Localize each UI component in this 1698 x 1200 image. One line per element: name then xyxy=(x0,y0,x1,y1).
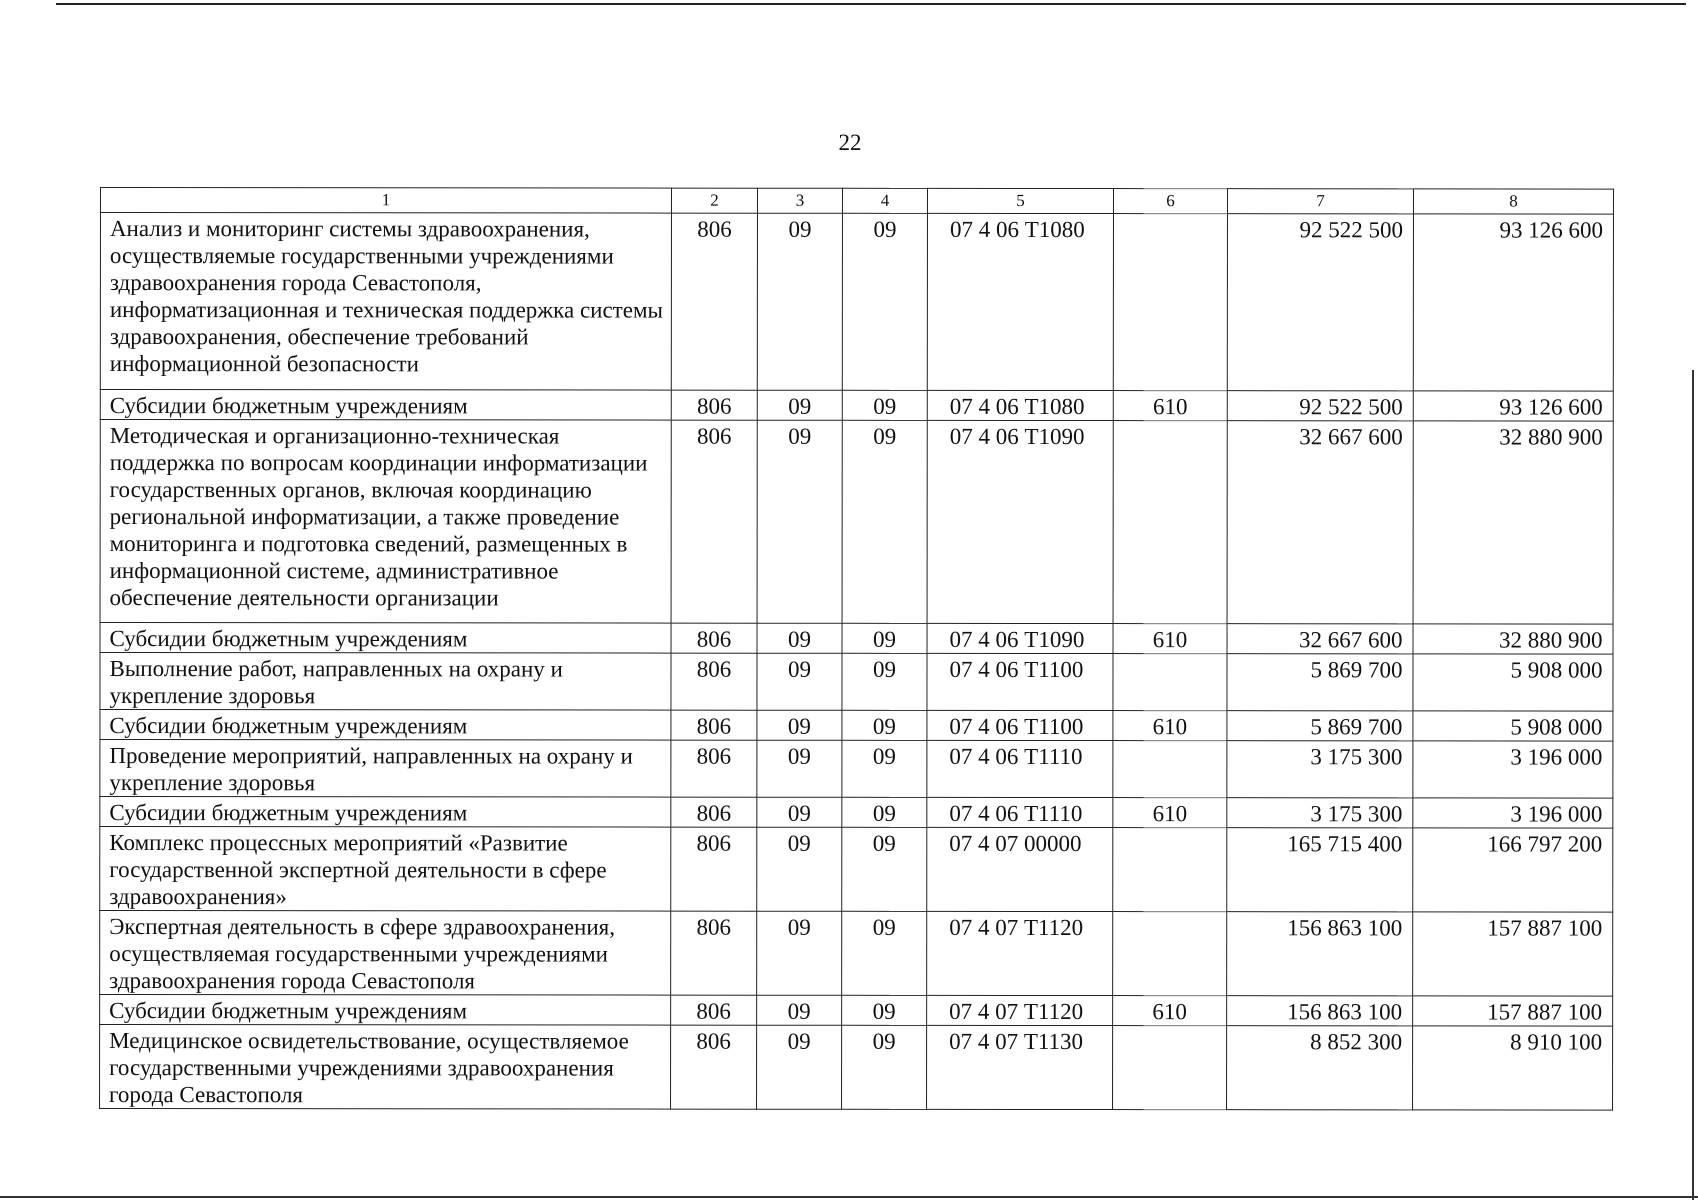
row-col-5-value: 07 4 06 Т1080 xyxy=(927,213,1113,390)
row-col-6-value: 610 xyxy=(1113,711,1227,741)
row-col-3-value: 09 xyxy=(757,213,842,390)
row-col-3-value: 09 xyxy=(757,827,842,911)
row-col-3-value: 09 xyxy=(757,420,842,623)
row-col-3-value: 09 xyxy=(757,1025,842,1109)
row-col-8-value: 32 880 900 xyxy=(1413,624,1613,654)
row-col-5-value: 07 4 07 Т1120 xyxy=(927,995,1113,1025)
row-col-7-value: 8 852 300 xyxy=(1227,1026,1413,1110)
row-col-7-value: 156 863 100 xyxy=(1227,912,1413,996)
row-col-2-value: 806 xyxy=(671,420,757,623)
bottom-edge-line xyxy=(0,1196,1698,1198)
row-description: Субсидии бюджетным учреждениям xyxy=(100,797,671,828)
row-col-8-value: 8 910 100 xyxy=(1413,1026,1613,1110)
row-description: Субсидии бюджетным учреждениям xyxy=(100,623,671,654)
row-col-6-value xyxy=(1113,654,1227,711)
row-description: Проведение мероприятий, направленных на охрану и укрепление здоровья xyxy=(100,740,671,798)
row-col-4-value: 09 xyxy=(842,653,927,710)
row-col-2-value: 806 xyxy=(671,213,757,390)
row-col-5-value: 07 4 06 Т1090 xyxy=(927,420,1113,623)
table-row xyxy=(100,1025,1613,1111)
row-col-4-value: 09 xyxy=(842,420,927,623)
table-body xyxy=(100,188,1614,1111)
row-col-4-value: 09 xyxy=(842,213,927,390)
row-col-7-value: 156 863 100 xyxy=(1227,996,1413,1026)
table-row xyxy=(100,623,1613,655)
header-col-5: 5 xyxy=(927,188,1113,213)
table-row xyxy=(100,995,1613,1027)
row-description: Комплекс процессных мероприятий «Развитие государственной экспертной деятельности в сфере здравоохранения» xyxy=(100,827,671,912)
header-col-3: 3 xyxy=(757,188,842,213)
row-col-7-value: 92 522 500 xyxy=(1227,391,1413,421)
row-col-8-value: 32 880 900 xyxy=(1413,421,1613,624)
row-description: Медицинское освидетельствование, осуществляемое государственными учреждениями здравоохранения города Севастополя xyxy=(100,1025,671,1110)
table-row xyxy=(100,911,1613,997)
row-col-8-value: 3 196 000 xyxy=(1413,741,1613,798)
row-col-5-value: 07 4 06 Т1110 xyxy=(927,797,1113,827)
row-col-4-value: 09 xyxy=(842,995,927,1025)
row-col-5-value: 07 4 06 Т1100 xyxy=(927,710,1113,740)
row-col-5-value: 07 4 06 Т1080 xyxy=(927,390,1113,420)
table-row xyxy=(100,653,1613,712)
row-description: Экспертная деятельность в сфере здравоохранения, осуществляемая государственными учреждениями здравоохранения города Севастополя xyxy=(100,911,671,996)
row-col-5-value: 07 4 07 00000 xyxy=(927,827,1113,911)
row-col-7-value: 5 869 700 xyxy=(1227,711,1413,741)
table-row xyxy=(100,710,1613,742)
row-col-4-value: 09 xyxy=(842,797,927,827)
row-col-8-value: 5 908 000 xyxy=(1413,711,1613,741)
header-col-1: 1 xyxy=(100,188,671,214)
row-description: Субсидии бюджетным учреждениям xyxy=(100,995,671,1026)
row-col-8-value: 93 126 600 xyxy=(1413,214,1613,391)
row-col-2-value: 806 xyxy=(671,827,757,911)
row-col-6-value xyxy=(1113,421,1227,624)
row-col-4-value: 09 xyxy=(842,710,927,740)
row-col-3-value: 09 xyxy=(757,623,842,653)
row-col-2-value: 806 xyxy=(671,710,757,740)
right-edge-line xyxy=(1692,370,1694,1200)
row-description: Выполнение работ, направленных на охрану и укрепление здоровья xyxy=(100,653,671,711)
row-col-2-value: 806 xyxy=(671,797,757,827)
row-col-6-value xyxy=(1113,741,1227,798)
row-col-8-value: 3 196 000 xyxy=(1413,798,1613,828)
row-col-3-value: 09 xyxy=(757,911,842,995)
row-col-7-value: 3 175 300 xyxy=(1227,798,1413,828)
row-col-6-value xyxy=(1113,1026,1227,1110)
row-col-4-value: 09 xyxy=(842,623,927,653)
header-col-8: 8 xyxy=(1413,189,1613,214)
table-row xyxy=(100,420,1613,625)
row-col-7-value: 92 522 500 xyxy=(1227,214,1413,391)
row-col-6-value: 610 xyxy=(1113,798,1227,828)
table-header-row xyxy=(100,188,1613,215)
row-col-2-value: 806 xyxy=(671,911,757,995)
row-col-5-value: 07 4 06 Т1090 xyxy=(927,623,1113,653)
row-col-2-value: 806 xyxy=(671,995,757,1025)
row-col-7-value: 32 667 600 xyxy=(1227,421,1413,624)
row-col-6-value: 610 xyxy=(1113,391,1227,421)
row-col-3-value: 09 xyxy=(757,797,842,827)
row-col-5-value: 07 4 07 Т1130 xyxy=(927,1025,1113,1109)
row-col-4-value: 09 xyxy=(842,740,927,797)
row-col-3-value: 09 xyxy=(757,710,842,740)
table-row xyxy=(100,797,1613,829)
page-number: 22 xyxy=(838,130,862,155)
header-col-6: 6 xyxy=(1113,189,1227,214)
row-col-2-value: 806 xyxy=(671,623,757,653)
header-col-2: 2 xyxy=(671,188,757,213)
header-col-4: 4 xyxy=(842,188,927,213)
row-description: Субсидии бюджетным учреждениям xyxy=(100,390,671,421)
row-description: Анализ и мониторинг системы здравоохранения, осуществляемые государственными учреждениями здравоохранения города Севастополя, информатизационная и техническая поддержка системы здравоохранения, обеспечение требований информационной безопасности xyxy=(100,213,671,391)
row-col-8-value: 157 887 100 xyxy=(1413,912,1613,996)
budget-table xyxy=(99,187,1614,1111)
row-col-3-value: 09 xyxy=(757,390,842,420)
table-row xyxy=(100,827,1613,913)
row-col-8-value: 166 797 200 xyxy=(1413,828,1613,912)
row-col-5-value: 07 4 06 Т1100 xyxy=(927,653,1113,710)
row-col-2-value: 806 xyxy=(671,390,757,420)
row-col-6-value xyxy=(1113,828,1227,912)
top-edge-line xyxy=(56,3,1686,5)
row-col-3-value: 09 xyxy=(757,995,842,1025)
row-col-7-value: 32 667 600 xyxy=(1227,624,1413,654)
row-col-4-value: 09 xyxy=(842,1025,927,1109)
row-col-6-value: 610 xyxy=(1113,996,1227,1026)
row-col-6-value xyxy=(1113,912,1227,996)
row-col-6-value: 610 xyxy=(1113,624,1227,654)
row-col-2-value: 806 xyxy=(671,653,757,710)
row-col-7-value: 5 869 700 xyxy=(1227,654,1413,711)
row-col-4-value: 09 xyxy=(842,827,927,911)
header-col-7: 7 xyxy=(1227,189,1413,214)
row-col-4-value: 09 xyxy=(842,390,927,420)
row-col-5-value: 07 4 07 Т1120 xyxy=(927,911,1113,995)
row-col-3-value: 09 xyxy=(757,740,842,797)
row-description: Субсидии бюджетным учреждениям xyxy=(100,710,671,741)
row-col-8-value: 93 126 600 xyxy=(1413,391,1613,421)
row-col-2-value: 806 xyxy=(671,1025,757,1109)
row-col-6-value xyxy=(1113,214,1227,391)
row-col-4-value: 09 xyxy=(842,911,927,995)
table-row xyxy=(100,390,1613,422)
row-col-7-value: 165 715 400 xyxy=(1227,828,1413,912)
row-col-7-value: 3 175 300 xyxy=(1227,741,1413,798)
table-row xyxy=(100,213,1613,392)
row-col-8-value: 157 887 100 xyxy=(1413,996,1613,1026)
row-col-5-value: 07 4 06 Т1110 xyxy=(927,740,1113,797)
row-col-2-value: 806 xyxy=(671,740,757,797)
table-row xyxy=(100,740,1613,799)
row-description: Методическая и организационно-техническая поддержка по вопросам координации информатизации государственных органов, включая координацию региональной информатизации, а также проведение мониторинга и подготовка сведений, размещенных в информационной системе, административное обеспечение деятельности организации xyxy=(100,420,671,624)
row-col-3-value: 09 xyxy=(757,653,842,710)
row-col-8-value: 5 908 000 xyxy=(1413,654,1613,711)
